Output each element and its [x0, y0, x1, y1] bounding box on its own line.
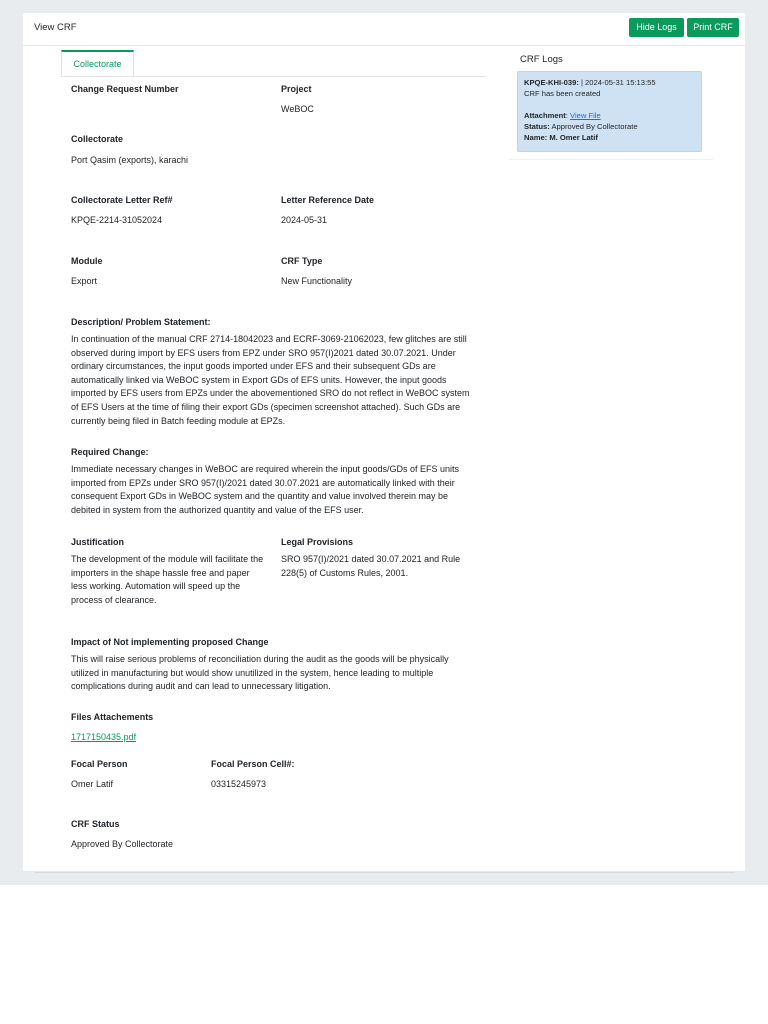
change-request-number-label: Change Request Number [71, 84, 179, 94]
description-label: Description/ Problem Statement: [71, 317, 211, 327]
justification-label: Justification [71, 537, 125, 547]
letter-date-label: Letter Reference Date [281, 195, 375, 205]
tab-collectorate[interactable]: Collectorate [61, 50, 134, 76]
log-timestamp: | 2024-05-31 15:13:55 [578, 78, 656, 87]
view-file-link[interactable]: View File [570, 111, 601, 120]
log-attachment-label: Attachment [524, 111, 566, 120]
impact-label: Impact of Not implementing proposed Change [71, 637, 269, 647]
tabs-divider [61, 76, 486, 77]
focal-person-value: Omer Latif [71, 779, 114, 789]
log-name-label: Name: [524, 133, 548, 142]
letter-ref-value: KPQE-2214-31052024 [71, 215, 163, 225]
crf-status-value: Approved By Collectorate [71, 839, 174, 849]
legal-provisions-text: SRO 957(I)/2021 dated 30.07.2021 and Rule 228(5) of Customs Rules, 2001. [281, 554, 461, 578]
project-value: WeBOC [281, 104, 314, 114]
log-message: CRF has been created [524, 89, 601, 98]
log-status-value: Approved By Collectorate [549, 122, 638, 131]
log-ref: KPQE-KHI-039: [524, 78, 579, 87]
files-label: Files Attachements [71, 712, 154, 722]
log-status-label: Status: [524, 122, 550, 131]
letter-ref-label: Collectorate Letter Ref# [71, 195, 173, 205]
log-name-value: M. Omer Latif [547, 133, 598, 142]
crf-logs-panel [509, 68, 713, 160]
justification-text: The development of the module will facilitate the importers in the shape hassle free and paper less working. Automation will speed up the process of clearance. [71, 554, 264, 605]
project-label: Project [281, 84, 312, 94]
crf-type-value: New Functionality [281, 276, 353, 286]
attachment-file-link[interactable]: 1717150435.pdf [71, 732, 137, 742]
focal-cell-value: 03315245973 [211, 779, 267, 789]
legal-provisions-label: Legal Provisions [281, 537, 354, 547]
crf-card [23, 13, 745, 871]
print-crf-button[interactable]: Print CRF [687, 18, 739, 37]
card-header [23, 13, 745, 46]
module-label: Module [71, 256, 103, 266]
required-change-text: Immediate necessary changes in WeBOC are required wherein the input goods/GDs of EFS units imported from EPZs under SRO 957(I)/2021 dated 30.07.2021 are automatically linked with their consequent Export GDs in WeBOC system and the quantity and value involved therein may be debited in system from the authorized quantity and value of the EFS user. [71, 464, 460, 515]
log-entry: KPQE-KHI-039: | 2024-05-31 15:13:55 CRF has been created Attachment: View File Status: Approved By Collectorate Name: M. Omer Latif [517, 71, 702, 152]
letter-date-value: 2024-05-31 [281, 215, 328, 225]
bottom-divider [35, 872, 735, 873]
hide-logs-button[interactable]: Hide Logs [629, 18, 684, 37]
module-value: Export [71, 276, 98, 286]
page-title: View CRF [34, 22, 77, 33]
description-text: In continuation of the manual CRF 2714-18042023 and ECRF-3069-21062023, few glitches are still observed during import by EFS users from EPZ under SRO 957(I)2021 dated 30.07.2021. Under ordinary circumstances, the input goods imported under EFS and their subsequent GDs are automatically linked via WeBOC system in Export GDs of EFS units. However, the input goods imported by EFS users from EPZs under the abovementioned SRO do not reflect in WeBOC system of EFS Users at the time of filing their export GDs (specimen screenshot attached). Such GDs are currently being filed in Batch feeding module at EPZs. [71, 334, 470, 426]
impact-text: This will raise serious problems of reconciliation during the audit as the goods will be physically utilized in manufacturing but would show unutilized in the system, hence leading to multiple complications during audit and can lead to unnecessary litigation. [71, 654, 449, 692]
collectorate-label: Collectorate [71, 134, 124, 144]
crf-type-label: CRF Type [281, 256, 323, 266]
focal-cell-label: Focal Person Cell#: [211, 759, 295, 769]
focal-person-label: Focal Person [71, 759, 128, 769]
collectorate-value: Port Qasim (exports), karachi [71, 155, 189, 165]
crf-logs-title: CRF Logs [520, 54, 563, 65]
crf-status-label: CRF Status [71, 819, 120, 829]
required-change-label: Required Change: [71, 447, 149, 457]
